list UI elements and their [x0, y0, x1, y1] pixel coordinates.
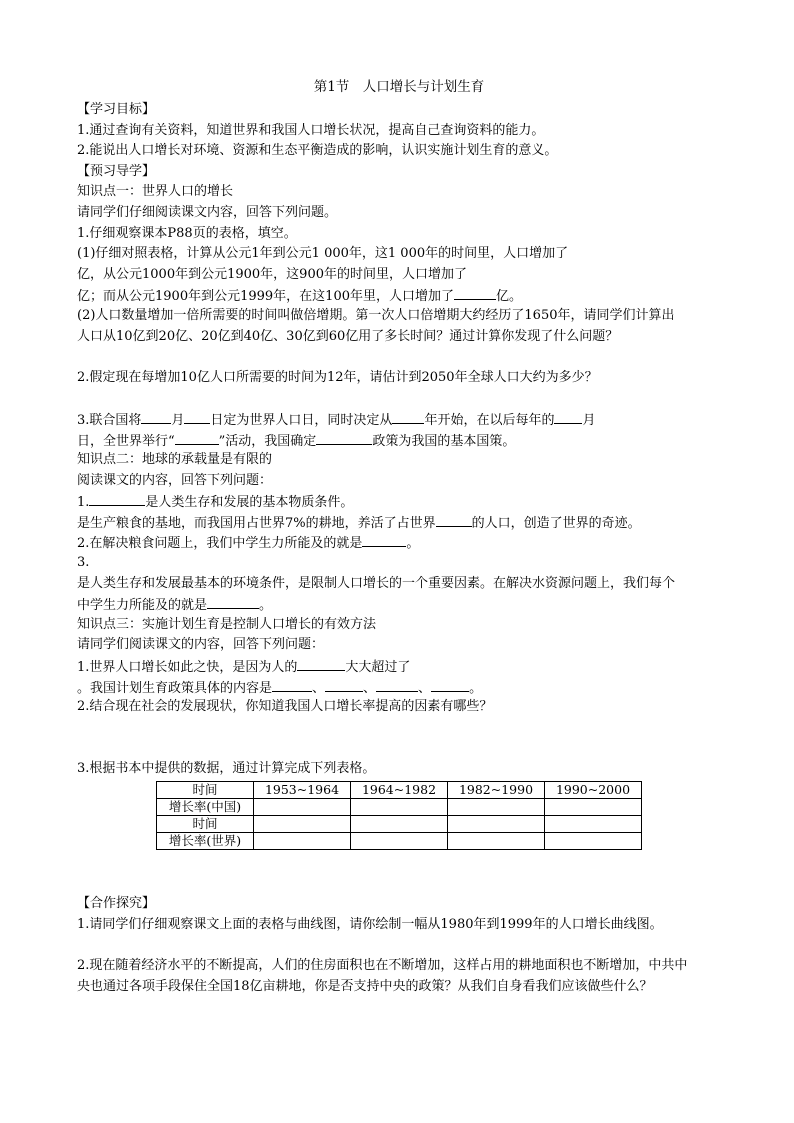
table-cell: 1953~1964 — [254, 782, 351, 799]
k1-intro: 请同学们仔细阅读课文内容，回答下列问题。 — [77, 204, 338, 220]
k3-q3: 3.根据书本中提供的数据，通过计算完成下列表格。 — [77, 760, 376, 776]
k1-q3-text: 3.联合国将 — [77, 412, 142, 428]
k1-q1a-line3 — [77, 285, 727, 306]
k2-q1-text: 的人口，创造了世界的奇迹。 — [471, 515, 641, 531]
fill-blank[interactable] — [431, 677, 469, 692]
table-cell-blank[interactable] — [545, 816, 642, 833]
k2-q1-line1 — [77, 491, 727, 512]
k3-q1-text: 大大超过了 — [345, 660, 411, 676]
goal-item-2: 2.能说出人口增长对环境、资源和生态平衡造成的影响，认识实施计划生育的意义。 — [77, 143, 558, 159]
spacer — [77, 347, 727, 368]
k1-q1b-line1: (2)人口数量增加一倍所需要的时间叫做倍增期。第一次人口倍增期大约经历了1650年，请同学们计算出 — [77, 307, 675, 323]
spacer — [77, 850, 727, 894]
page-title: 第1节 人口增长与计划生育 — [313, 79, 485, 95]
fill-blank[interactable] — [554, 409, 582, 424]
k1-title: 知识点一：世界人口的增长 — [77, 184, 234, 200]
k2-q2 — [77, 532, 727, 553]
table-row — [157, 816, 642, 833]
k2-q2-text: 2.在解决粮食问题上，我们中学生力所能及的就是 — [77, 536, 363, 552]
goal-item-1: 1.通过查询有关资料，知道世界和我国人口增长状况，提高自己查询资料的能力。 — [77, 122, 545, 138]
k1-q3-text: 年开始，在以后每年的 — [424, 412, 555, 428]
fill-blank[interactable] — [207, 594, 259, 609]
k3-intro: 请同学们阅读课文的内容，回答下列问题： — [77, 637, 325, 653]
growth-rate-table — [156, 781, 642, 850]
table-cell-blank[interactable] — [254, 833, 351, 850]
fill-blank[interactable] — [89, 491, 145, 506]
k2-q1-text: 1. — [77, 495, 90, 511]
table-cell-blank[interactable] — [545, 799, 642, 816]
k1-q1a-end: 亿。 — [495, 289, 522, 305]
k1-q3-line2 — [77, 430, 727, 451]
separator: 、 — [363, 680, 377, 696]
table-cell-blank[interactable] — [448, 816, 545, 833]
fill-blank[interactable] — [392, 409, 424, 424]
table-row — [157, 799, 642, 816]
table-cell: 增长率(中国) — [157, 799, 254, 816]
k1-q3-text: 月 — [171, 412, 185, 428]
worksheet-page — [77, 74, 727, 997]
fill-blank[interactable] — [454, 285, 496, 300]
k2-q1-text: 是人类生存和发展的基本物质条件。 — [145, 495, 354, 511]
fill-blank[interactable] — [362, 532, 406, 547]
coop-q2-line1: 2.现在随着经济水平的不断提高，人们的住房面积也在不断增加，这样占用的耕地面积也不断增加，中共中 — [77, 958, 688, 974]
fill-blank[interactable] — [436, 512, 472, 527]
k1-q1a-line1: (1)仔细对照表格，计算从公元1年到公元1 000年，这1 000年的时间里，人口增加了 — [77, 246, 569, 262]
table-cell-blank[interactable] — [545, 833, 642, 850]
fill-blank[interactable] — [141, 409, 171, 424]
table-cell-blank[interactable] — [351, 833, 448, 850]
k3-q1-text: 1.世界人口增长如此之快，是因为人的 — [77, 660, 298, 676]
k3-q2: 2.结合现在社会的发展现状，你知道我国人口增长率提高的因素有哪些？ — [77, 699, 493, 715]
table-cell: 时间 — [157, 782, 254, 799]
coop-q2-line2: 央也通过各项手段保住全国18亿亩耕地，你是否支持中央的政策？从我们自身看我们应该做些什么？ — [77, 978, 653, 994]
table-cell-blank[interactable] — [448, 799, 545, 816]
section-goals-heading: 【学习目标】 — [77, 102, 156, 117]
k3-q1-line1 — [77, 656, 727, 677]
k2-intro: 阅读课文的内容，回答下列问题： — [77, 472, 273, 488]
k3-title: 知识点三：实施计划生育是控制人口增长的有效方法 — [77, 616, 377, 632]
k1-q1b-line2: 人口从10亿到20亿、20亿到40亿、30亿到60亿用了多长时间？通过计算你发现了什么问题？ — [77, 328, 619, 344]
k1-q3-text: 月 — [582, 412, 596, 428]
table-cell: 1964~1982 — [351, 782, 448, 799]
table-row — [157, 833, 642, 850]
k1-q3-text: 政策为我国的基本国策。 — [372, 433, 516, 449]
table-cell: 增长率(世界) — [157, 833, 254, 850]
k1-q3-text: 日定为世界人口日，同时决定从 — [210, 412, 393, 428]
table-cell-blank[interactable] — [351, 816, 448, 833]
k2-q1-text: 是生产粮食的基地，而我国用占世界7%的耕地，养活了占世界 — [77, 515, 436, 531]
k3-q1-text: 。我国计划生育政策具体的内容是 — [77, 680, 273, 696]
fill-blank[interactable] — [184, 409, 210, 424]
section-preview-heading: 【预习导学】 — [77, 163, 156, 179]
k2-q3-text: 中学生力所能及的就是 — [77, 598, 208, 614]
fill-blank[interactable] — [325, 677, 363, 692]
k1-q2: 2.假定现在每增加10亿人口所需要的时间为12年，请估计到2050年全球人口大约为多少？ — [77, 369, 598, 385]
table-cell-blank[interactable] — [254, 816, 351, 833]
table-cell: 时间 — [157, 816, 254, 833]
separator: 、 — [312, 680, 326, 696]
k1-q3-line1 — [77, 409, 727, 430]
fill-blank[interactable] — [297, 656, 345, 671]
table-cell: 1990~2000 — [545, 782, 642, 799]
spacer — [77, 936, 727, 957]
k1-q3-text: 日，全世界举行“ — [77, 433, 175, 449]
period: 。 — [469, 680, 483, 696]
spacer — [77, 388, 727, 409]
k1-q1a-line2: 亿，从公元1000年到公元1900年，这900年的时间里，人口增加了 — [77, 266, 467, 282]
separator: 、 — [418, 680, 432, 696]
table-cell-blank[interactable] — [351, 799, 448, 816]
fill-blank[interactable] — [376, 677, 418, 692]
table-cell: 1982~1990 — [448, 782, 545, 799]
table-cell-blank[interactable] — [448, 833, 545, 850]
table-cell-blank[interactable] — [254, 799, 351, 816]
k1-q1: 1.仔细观察课本P88页的表格，填空。 — [77, 225, 297, 241]
section-coop-heading: 【合作探究】 — [77, 896, 156, 912]
fill-blank[interactable] — [272, 677, 312, 692]
coop-q1: 1.请同学们仔细观察课文上面的表格与曲线图，请你绘制一幅从1980年到1999年的人口增长曲线图。 — [77, 917, 663, 932]
k2-q2-text: 。 — [406, 536, 420, 552]
fill-blank[interactable] — [175, 430, 219, 445]
k1-q3-text: ”活动，我国确定 — [218, 433, 317, 449]
k2-q3-text: 。 — [259, 598, 273, 614]
k2-q3-line1: 是人类生存和发展最基本的环境条件，是限制人口增长的一个重要因素。在解决水资源问题上，我们每个 — [77, 575, 676, 591]
fill-blank[interactable] — [316, 430, 372, 445]
k2-q3-line2 — [77, 594, 727, 615]
k2-title: 知识点二：地球的承载量是有限的 — [77, 452, 273, 468]
k2-q3-number: 3. — [77, 555, 90, 571]
spacer — [77, 718, 727, 759]
table-row — [157, 782, 642, 799]
k3-q1-line2 — [77, 677, 727, 698]
k2-q1-line2 — [77, 512, 727, 533]
k1-q1a-text: 亿；而从公元1900年到公元1999年，在这100年里，人口增加了 — [77, 289, 454, 305]
